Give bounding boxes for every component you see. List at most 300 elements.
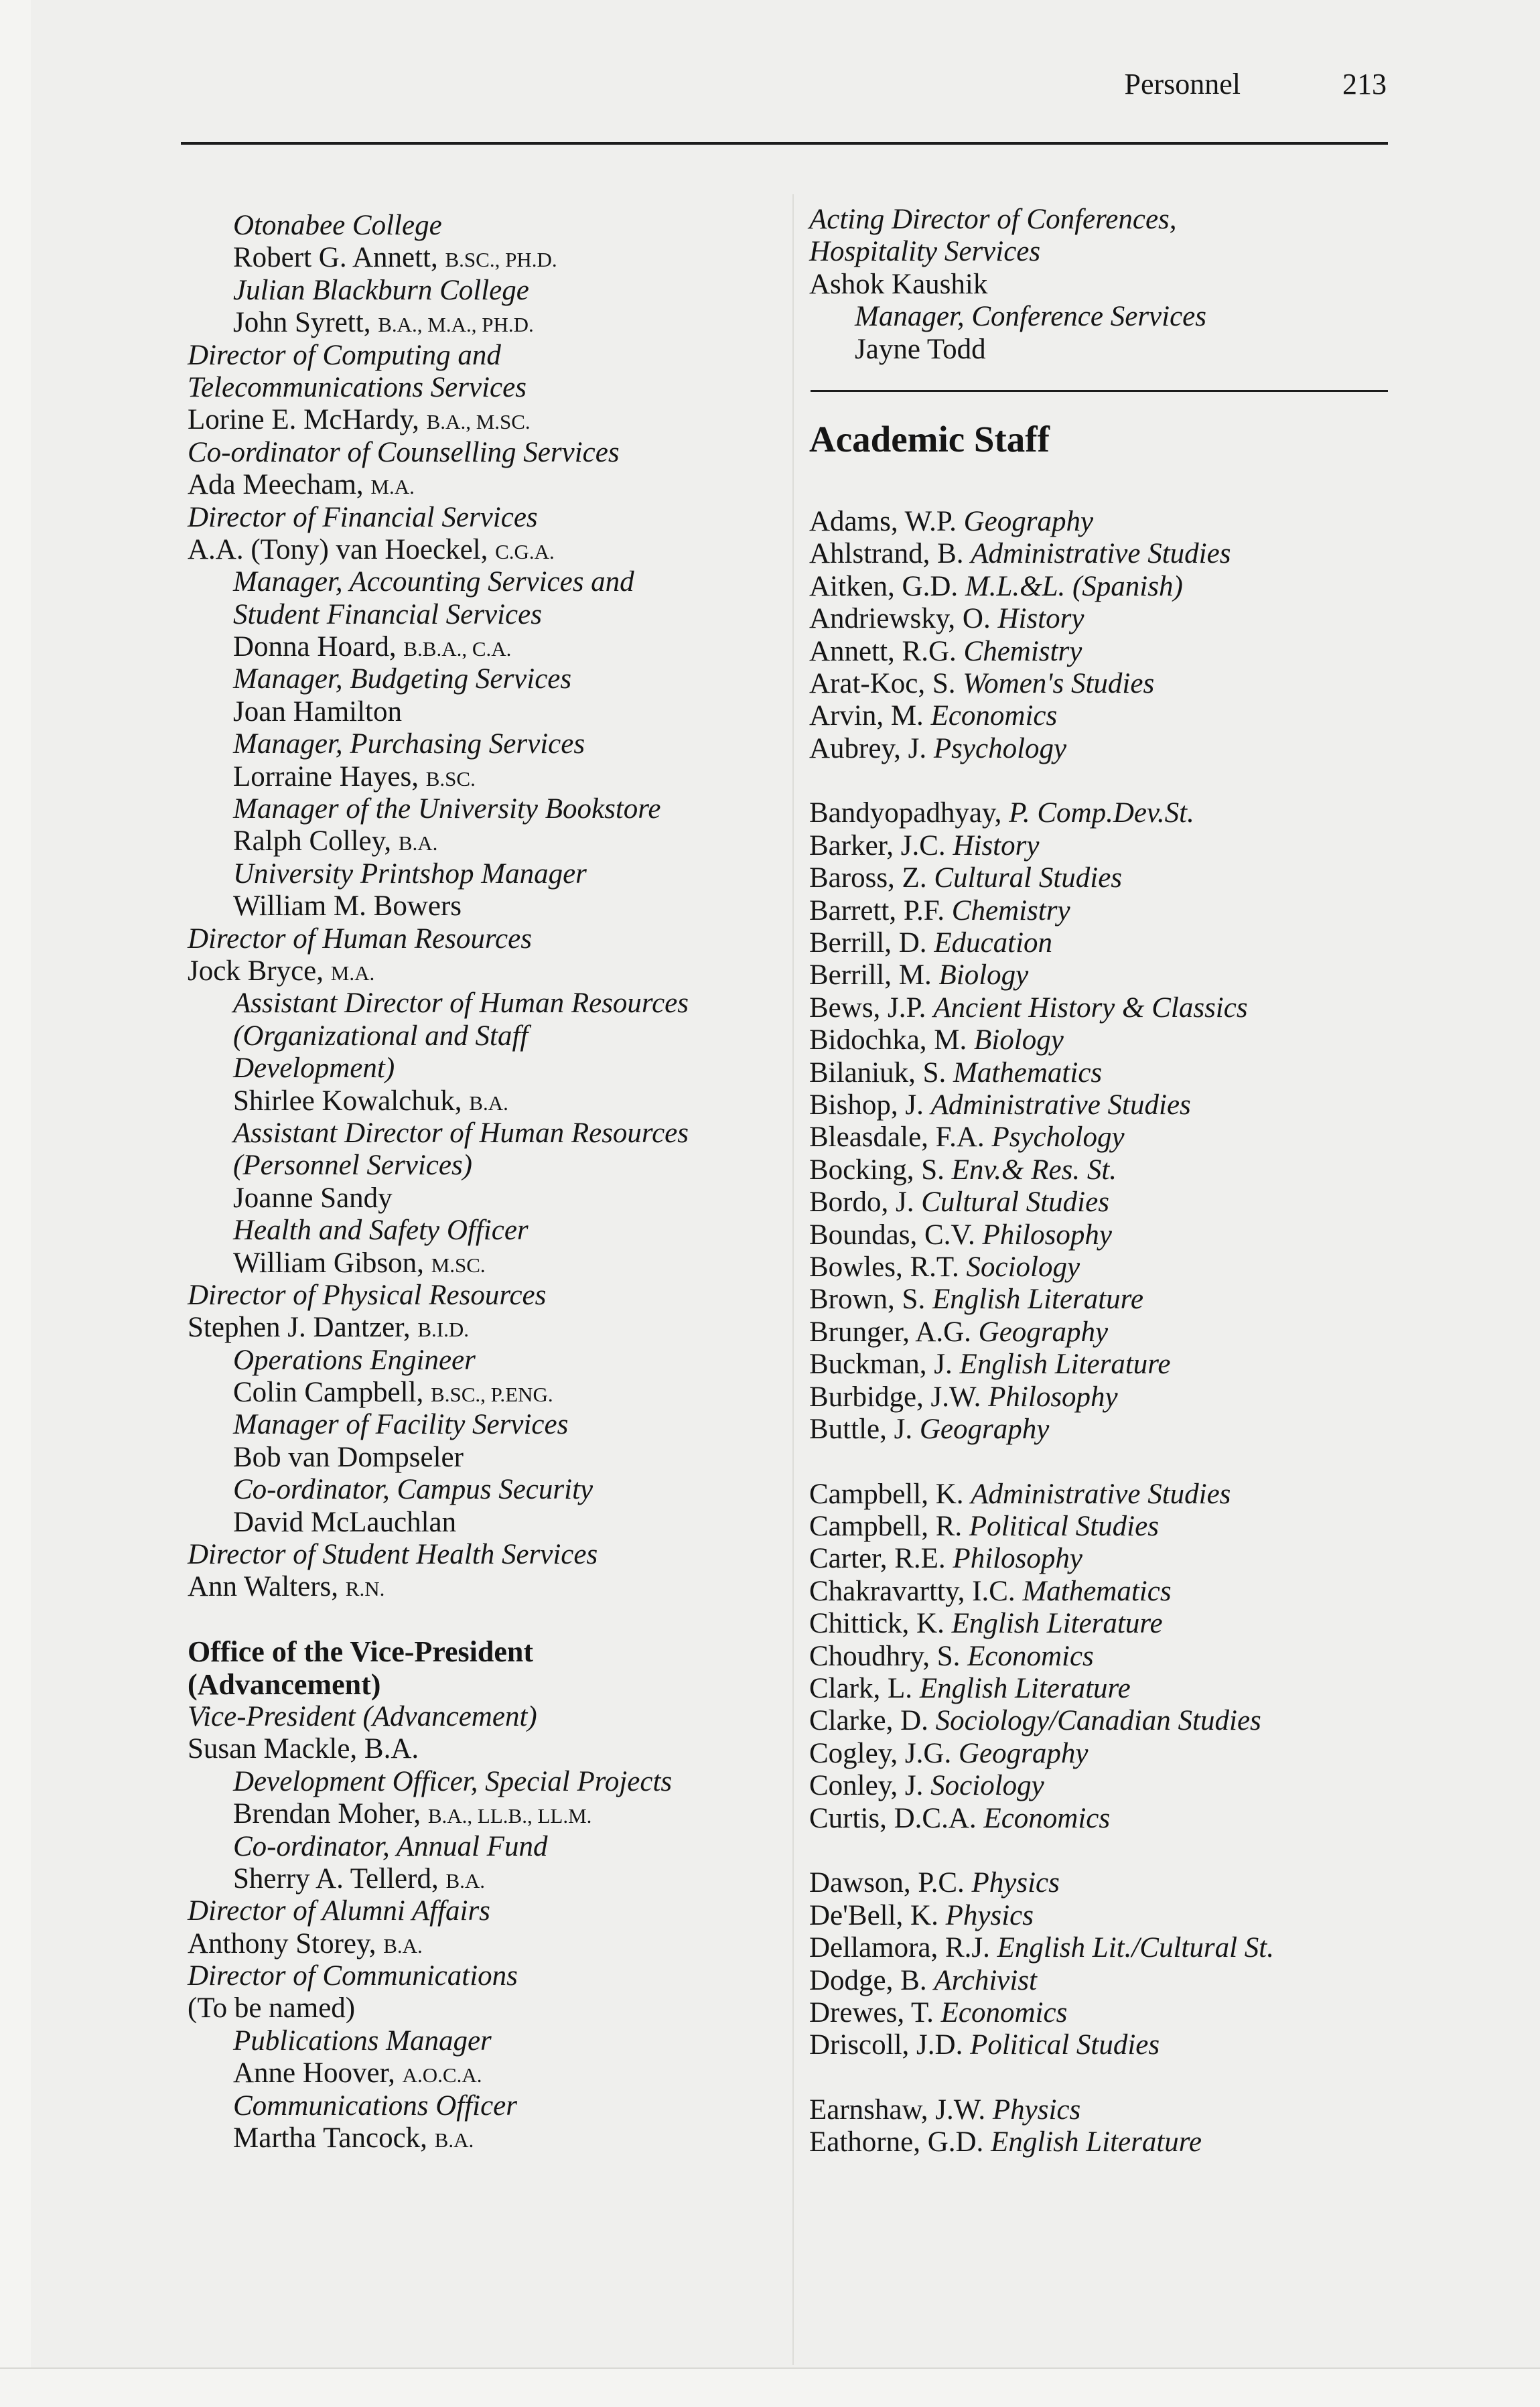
staff-entry bbox=[809, 830, 1399, 862]
entry-text: Development) bbox=[233, 1052, 395, 1085]
position-title bbox=[188, 210, 790, 242]
entry-text: Sherry A. Tellerd, bbox=[233, 1862, 446, 1895]
person-name bbox=[188, 1312, 790, 1344]
entry-text: (Organizational and Staff bbox=[233, 1020, 529, 1052]
entry-text: Jock Bryce, bbox=[188, 955, 331, 987]
staff-name: Barker, J.C. bbox=[809, 829, 953, 862]
person-name bbox=[188, 2057, 790, 2089]
person-name bbox=[188, 890, 790, 922]
page-bottom-margin bbox=[0, 2367, 1540, 2407]
person-name bbox=[188, 404, 790, 436]
staff-name: Choudhry, S. bbox=[809, 1640, 968, 1672]
page-number: 213 bbox=[1342, 68, 1387, 100]
staff-department: Physics bbox=[971, 1867, 1060, 1899]
credentials: B.A., M.SC. bbox=[426, 410, 531, 434]
position-title bbox=[188, 372, 790, 404]
entry-text: Manager, Conference Services bbox=[855, 301, 1206, 333]
entry-text: Otonabee College bbox=[233, 210, 442, 241]
position-title bbox=[809, 301, 1399, 333]
staff-name: Ahlstrand, B. bbox=[809, 538, 971, 570]
entry-text: Office of the Vice-President bbox=[188, 1635, 534, 1669]
entry-text: Assistant Director of Human Resources bbox=[233, 1117, 689, 1149]
entry-text: A.A. (Tony) van Hoeckel, bbox=[188, 533, 496, 565]
position-title bbox=[188, 1701, 790, 1733]
page-header bbox=[181, 67, 1387, 107]
staff-name: Arat-Koc, S. bbox=[809, 667, 963, 699]
person-name bbox=[188, 1798, 790, 1830]
position-title bbox=[188, 1895, 790, 1927]
person-name bbox=[188, 1247, 790, 1280]
staff-entry bbox=[809, 603, 1399, 635]
staff-entry bbox=[809, 862, 1399, 894]
person-name bbox=[809, 334, 1399, 366]
staff-department: Psychology bbox=[991, 1121, 1125, 1154]
position-title bbox=[188, 2025, 790, 2057]
staff-entry bbox=[809, 538, 1399, 570]
staff-department: Philosophy bbox=[953, 1543, 1082, 1575]
entry-text: Director of Alumni Affairs bbox=[188, 1895, 490, 1927]
staff-entry bbox=[809, 1284, 1399, 1316]
position-title bbox=[188, 2090, 790, 2122]
staff-department: Geography bbox=[978, 1316, 1109, 1348]
position-title bbox=[188, 923, 790, 955]
staff-department: Economics bbox=[940, 1996, 1068, 2028]
staff-name: Chittick, K. bbox=[809, 1608, 952, 1640]
staff-name: Brunger, A.G. bbox=[809, 1316, 979, 1348]
staff-department: English Lit./Cultural St. bbox=[997, 1932, 1274, 1964]
entry-text: David McLauchlan bbox=[233, 1506, 457, 1538]
entry-text: Health and Safety Officer bbox=[233, 1215, 529, 1247]
staff-entry bbox=[809, 571, 1399, 603]
staff-entry bbox=[809, 1316, 1399, 1349]
staff-department: Cultural Studies bbox=[921, 1186, 1109, 1219]
staff-entry bbox=[809, 1543, 1399, 1575]
staff-entry bbox=[809, 1089, 1399, 1121]
position-title bbox=[188, 1539, 790, 1571]
header-rule bbox=[181, 142, 1388, 145]
entry-text: William M. Bowers bbox=[233, 890, 462, 922]
staff-entry bbox=[809, 1219, 1399, 1251]
staff-entry bbox=[809, 1705, 1399, 1737]
staff-name: Cogley, J.G. bbox=[809, 1737, 959, 1769]
staff-entry bbox=[809, 2126, 1399, 2158]
staff-department: English Literature bbox=[932, 1284, 1143, 1316]
staff-name: Bilaniuk, S. bbox=[809, 1056, 954, 1089]
staff-name: Andriewsky, O. bbox=[809, 603, 998, 635]
entry-text: Brendan Moher, bbox=[233, 1798, 428, 1830]
entry-text: Anthony Storey, bbox=[188, 1927, 384, 1959]
entry-text: Telecommunications Services bbox=[188, 371, 527, 403]
staff-name: Barrett, P.F. bbox=[809, 894, 952, 926]
staff-department: Geography bbox=[963, 505, 1094, 537]
position-title bbox=[188, 1150, 790, 1182]
position-title bbox=[188, 1831, 790, 1863]
person-name bbox=[188, 2122, 790, 2154]
person-name bbox=[188, 1182, 790, 1215]
position-title bbox=[188, 566, 790, 598]
staff-entry bbox=[809, 1349, 1399, 1381]
staff-name: Baross, Z. bbox=[809, 862, 934, 894]
staff-department: Women's Studies bbox=[963, 667, 1155, 699]
entry-text: Stephen J. Dantzer, bbox=[188, 1312, 418, 1344]
credentials: B.I.D. bbox=[417, 1318, 470, 1342]
entry-text: Manager, Accounting Services and bbox=[233, 566, 634, 598]
staff-name: Curtis, D.C.A. bbox=[809, 1802, 984, 1834]
person-name bbox=[809, 269, 1399, 301]
credentials: B.A., LL.B., LL.M. bbox=[427, 1804, 592, 1828]
staff-entry bbox=[809, 506, 1399, 538]
staff-name: Bordo, J. bbox=[809, 1186, 922, 1219]
position-title bbox=[188, 1474, 790, 1506]
credentials: M.SC. bbox=[431, 1253, 486, 1277]
staff-name: Bidochka, M. bbox=[809, 1024, 975, 1056]
staff-entry bbox=[809, 636, 1399, 668]
credentials: A.O.C.A. bbox=[402, 2063, 482, 2087]
position-title bbox=[188, 987, 790, 1020]
staff-department: Physics bbox=[945, 1899, 1034, 1931]
staff-department: P. Comp.Dev.St. bbox=[1009, 797, 1194, 829]
staff-department: Mathematics bbox=[953, 1056, 1103, 1089]
entry-text: Publications Manager bbox=[233, 2024, 492, 2057]
staff-department: Economics bbox=[967, 1640, 1094, 1672]
position-title bbox=[188, 275, 790, 307]
entry-text: Bob van Dompseler bbox=[233, 1441, 464, 1473]
entry-text: Susan Mackle, B.A. bbox=[188, 1733, 419, 1765]
staff-entry bbox=[809, 1770, 1399, 1802]
entry-text: Co-ordinator of Counselling Services bbox=[188, 436, 620, 468]
position-title bbox=[188, 1960, 790, 1992]
staff-name: Burbidge, J.W. bbox=[809, 1381, 989, 1413]
section-rule bbox=[811, 390, 1388, 392]
position-title bbox=[188, 1052, 790, 1085]
position-title bbox=[809, 204, 1399, 236]
staff-entry bbox=[809, 2029, 1399, 2061]
staff-department: Physics bbox=[992, 2094, 1081, 2126]
position-title bbox=[188, 1020, 790, 1052]
right-column bbox=[809, 204, 1399, 2159]
staff-department: Philosophy bbox=[988, 1381, 1118, 1413]
entry-text: Martha Tancock, bbox=[233, 2122, 435, 2154]
position-title bbox=[188, 1409, 790, 1441]
staff-name: Adams, W.P. bbox=[809, 505, 964, 537]
staff-department: English Literature bbox=[951, 1608, 1163, 1640]
entry-text: Director of Physical Resources bbox=[188, 1279, 547, 1311]
position-title bbox=[188, 1215, 790, 1247]
staff-department: Political Studies bbox=[970, 2029, 1160, 2061]
credentials: B.A. bbox=[469, 1091, 508, 1115]
entry-text: (Advancement) bbox=[188, 1667, 381, 1701]
staff-entry bbox=[809, 1608, 1399, 1640]
entry-text: Manager, Purchasing Services bbox=[233, 728, 585, 760]
staff-entry bbox=[809, 895, 1399, 927]
entry-text: Director of Computing and bbox=[188, 339, 501, 371]
staff-name: Bocking, S. bbox=[809, 1154, 952, 1186]
entry-text: Acting Director of Conferences, bbox=[809, 204, 1177, 235]
staff-entry bbox=[809, 927, 1399, 959]
staff-department: M.L.&L. (Spanish) bbox=[965, 570, 1183, 602]
staff-department: Philosophy bbox=[982, 1219, 1112, 1251]
staff-entry bbox=[809, 1381, 1399, 1414]
staff-department: Biology bbox=[938, 959, 1029, 991]
position-title bbox=[188, 663, 790, 695]
staff-entry bbox=[809, 797, 1399, 829]
person-name bbox=[188, 1863, 790, 1895]
staff-entry bbox=[809, 1965, 1399, 1997]
staff-name: Boundas, C.V. bbox=[809, 1219, 983, 1251]
entry-text: Operations Engineer bbox=[233, 1344, 476, 1376]
academic-staff-heading: Academic Staff bbox=[809, 418, 1050, 460]
entry-text: Joanne Sandy bbox=[233, 1182, 393, 1214]
credentials: M.A. bbox=[370, 475, 415, 499]
staff-department: Chemistry bbox=[963, 635, 1082, 667]
staff-entry bbox=[809, 1186, 1399, 1219]
entry-text: Julian Blackburn College bbox=[233, 274, 529, 306]
staff-entry bbox=[809, 1057, 1399, 1089]
entry-text: Donna Hoard, bbox=[233, 631, 404, 663]
staff-department: Geography bbox=[958, 1737, 1089, 1769]
staff-entry bbox=[809, 1511, 1399, 1543]
staff-entry bbox=[809, 733, 1399, 765]
credentials: B.A. bbox=[445, 1868, 486, 1893]
staff-entry bbox=[809, 1900, 1399, 1932]
staff-entry bbox=[809, 1251, 1399, 1284]
academic-staff-list bbox=[809, 506, 1399, 2159]
staff-entry bbox=[809, 1803, 1399, 1835]
office-heading bbox=[188, 1636, 790, 1668]
staff-department: Geography bbox=[919, 1413, 1050, 1445]
staff-name: Buttle, J. bbox=[809, 1413, 920, 1445]
staff-name: Dawson, P.C. bbox=[809, 1867, 972, 1899]
position-title bbox=[188, 340, 790, 372]
staff-entry bbox=[809, 959, 1399, 991]
entry-text: Ashok Kaushik bbox=[809, 268, 988, 300]
credentials: C.G.A. bbox=[495, 539, 555, 563]
person-name bbox=[188, 1571, 790, 1603]
position-title bbox=[188, 728, 790, 760]
staff-entry bbox=[809, 1024, 1399, 1056]
credentials: B.SC. bbox=[425, 766, 476, 790]
entry-text: Director of Student Health Services bbox=[188, 1539, 598, 1571]
position-title bbox=[188, 793, 790, 825]
staff-name: Bandyopadhyay, bbox=[809, 797, 1009, 829]
staff-department: Education bbox=[934, 927, 1053, 959]
entry-text: (Personnel Services) bbox=[233, 1150, 472, 1182]
staff-department: English Literature bbox=[991, 2126, 1202, 2158]
staff-department: Administrative Studies bbox=[971, 1478, 1231, 1510]
entry-text: Colin Campbell, bbox=[233, 1377, 431, 1409]
entry-text: Student Financial Services bbox=[233, 598, 542, 630]
entry-text: John Syrett, bbox=[233, 307, 378, 339]
credentials: B.A. bbox=[383, 1933, 423, 1957]
person-name bbox=[188, 1992, 790, 2024]
entry-text: Manager, Budgeting Services bbox=[233, 663, 572, 695]
entry-text: Lorraine Hayes, bbox=[233, 760, 426, 793]
staff-name: Berrill, M. bbox=[809, 959, 939, 991]
staff-entry bbox=[809, 1121, 1399, 1154]
staff-name: Campbell, R. bbox=[809, 1511, 969, 1543]
staff-name: Clark, L. bbox=[809, 1673, 920, 1705]
person-name bbox=[188, 242, 790, 274]
spacer bbox=[809, 1835, 1399, 1867]
staff-name: Brown, S. bbox=[809, 1284, 932, 1316]
staff-name: Arvin, M. bbox=[809, 700, 931, 732]
staff-name: Bishop, J. bbox=[809, 1089, 931, 1121]
entry-text: Hospitality Services bbox=[809, 236, 1041, 268]
entry-text: Manager of the University Bookstore bbox=[233, 793, 661, 825]
entry-text: Jayne Todd bbox=[855, 333, 986, 365]
person-name bbox=[188, 761, 790, 793]
staff-entry bbox=[809, 1154, 1399, 1186]
person-name bbox=[188, 469, 790, 501]
spacer bbox=[188, 1604, 790, 1636]
staff-department: Sociology bbox=[930, 1770, 1044, 1802]
staff-name: Annett, R.G. bbox=[809, 635, 964, 667]
staff-entry bbox=[809, 700, 1399, 732]
staff-name: Eathorne, G.D. bbox=[809, 2126, 991, 2158]
staff-entry bbox=[809, 1673, 1399, 1705]
staff-name: Conley, J. bbox=[809, 1770, 931, 1802]
staff-department: Ancient History & Classics bbox=[933, 991, 1248, 1024]
staff-name: Berrill, D. bbox=[809, 927, 934, 959]
position-title bbox=[188, 437, 790, 469]
entry-text: Ralph Colley, bbox=[233, 825, 399, 857]
position-title bbox=[188, 858, 790, 890]
entry-text: Joan Hamilton bbox=[233, 695, 402, 728]
column-divider bbox=[792, 194, 794, 2365]
staff-department: Biology bbox=[974, 1024, 1064, 1056]
staff-name: Chakravartty, I.C. bbox=[809, 1575, 1023, 1607]
staff-department: History bbox=[953, 829, 1040, 862]
staff-department: Political Studies bbox=[969, 1511, 1159, 1543]
staff-department: Administrative Studies bbox=[971, 538, 1231, 570]
staff-name: Carter, R.E. bbox=[809, 1543, 953, 1575]
person-name bbox=[188, 1733, 790, 1765]
spacer bbox=[809, 1446, 1399, 1478]
credentials: B.SC., P.ENG. bbox=[431, 1383, 553, 1407]
person-name bbox=[188, 1085, 790, 1117]
entry-text: Anne Hoover, bbox=[233, 2057, 403, 2089]
entry-text: William Gibson, bbox=[233, 1247, 431, 1279]
person-name bbox=[188, 825, 790, 857]
entry-text: Co-ordinator, Annual Fund bbox=[233, 1830, 548, 1862]
staff-department: Economics bbox=[983, 1802, 1111, 1834]
staff-department: English Literature bbox=[919, 1673, 1131, 1705]
entry-text: Ann Walters, bbox=[188, 1571, 346, 1603]
position-title bbox=[188, 1766, 790, 1798]
staff-department: Psychology bbox=[933, 732, 1067, 764]
entry-text: University Printshop Manager bbox=[233, 857, 587, 890]
person-name bbox=[188, 631, 790, 663]
credentials: B.A. bbox=[398, 831, 438, 855]
entry-text: Development Officer, Special Projects bbox=[233, 1765, 673, 1797]
staff-department: Chemistry bbox=[951, 894, 1070, 926]
staff-entry bbox=[809, 1867, 1399, 1899]
staff-entry bbox=[809, 1414, 1399, 1446]
staff-name: Buckman, J. bbox=[809, 1349, 960, 1381]
staff-name: Aubrey, J. bbox=[809, 732, 934, 764]
person-name bbox=[188, 534, 790, 566]
person-name bbox=[188, 1377, 790, 1409]
entry-text: Communications Officer bbox=[233, 2089, 517, 2122]
person-name bbox=[188, 307, 790, 339]
staff-department: English Literature bbox=[959, 1349, 1171, 1381]
staff-department: Sociology/Canadian Studies bbox=[935, 1705, 1261, 1737]
left-column bbox=[188, 210, 790, 2154]
staff-entry bbox=[809, 1997, 1399, 2029]
position-title bbox=[188, 1117, 790, 1150]
staff-entry bbox=[809, 1932, 1399, 1964]
staff-entry bbox=[809, 1478, 1399, 1511]
entry-text: Director of Communications bbox=[188, 1960, 518, 1992]
person-name bbox=[188, 1507, 790, 1539]
staff-department: History bbox=[997, 603, 1084, 635]
staff-department: Economics bbox=[930, 700, 1058, 732]
entry-text: Director of Financial Services bbox=[188, 501, 538, 533]
staff-name: Dellamora, R.J. bbox=[809, 1932, 997, 1964]
entry-text: Assistant Director of Human Resources bbox=[233, 987, 689, 1020]
position-title bbox=[188, 1345, 790, 1377]
staff-name: Campbell, K. bbox=[809, 1478, 971, 1510]
credentials: B.A. bbox=[434, 2128, 474, 2152]
entry-text: Ada Meecham, bbox=[188, 469, 371, 501]
entry-text: Shirlee Kowalchuk, bbox=[233, 1085, 470, 1117]
entry-text: (To be named) bbox=[188, 1992, 356, 2024]
credentials: B.SC., PH.D. bbox=[445, 248, 557, 272]
page-margin bbox=[0, 0, 31, 2406]
staff-name: Drewes, T. bbox=[809, 1996, 941, 2028]
position-title bbox=[188, 1280, 790, 1312]
staff-entry bbox=[809, 1576, 1399, 1608]
entry-text: Robert G. Annett, bbox=[233, 242, 445, 274]
staff-department: Archivist bbox=[934, 1964, 1037, 1996]
staff-entry bbox=[809, 1738, 1399, 1770]
entry-text: Manager of Facility Services bbox=[233, 1409, 569, 1441]
staff-name: Dodge, B. bbox=[809, 1964, 934, 1996]
spacer bbox=[809, 2062, 1399, 2094]
person-name bbox=[188, 1928, 790, 1960]
staff-department: Cultural Studies bbox=[934, 862, 1123, 894]
staff-name: Bowles, R.T. bbox=[809, 1251, 967, 1283]
entry-text: Lorine E. McHardy, bbox=[188, 404, 427, 436]
staff-department: Administrative Studies bbox=[930, 1089, 1191, 1121]
staff-name: Driscoll, J.D. bbox=[809, 2029, 971, 2061]
person-name bbox=[188, 955, 790, 987]
staff-entry bbox=[809, 2094, 1399, 2126]
credentials: B.B.A., C.A. bbox=[403, 637, 512, 661]
office-heading bbox=[188, 1669, 790, 1701]
entry-text: Director of Human Resources bbox=[188, 922, 532, 955]
spacer bbox=[809, 765, 1399, 797]
staff-entry bbox=[809, 1641, 1399, 1673]
person-name bbox=[188, 1442, 790, 1474]
credentials: B.A., M.A., PH.D. bbox=[378, 313, 534, 337]
staff-name: De'Bell, K. bbox=[809, 1899, 946, 1931]
position-title bbox=[809, 236, 1399, 268]
staff-department: Mathematics bbox=[1022, 1575, 1172, 1607]
staff-name: Bleasdale, F.A. bbox=[809, 1121, 992, 1154]
staff-department: Env.& Res. St. bbox=[951, 1154, 1117, 1186]
section-title: Personnel bbox=[1124, 68, 1241, 100]
credentials: M.A. bbox=[330, 961, 375, 985]
position-title bbox=[188, 599, 790, 631]
staff-entry bbox=[809, 992, 1399, 1024]
credentials: R.N. bbox=[345, 1577, 385, 1601]
entry-text: Vice-President (Advancement) bbox=[188, 1700, 537, 1732]
entry-text: Co-ordinator, Campus Security bbox=[233, 1474, 593, 1506]
position-title bbox=[188, 502, 790, 534]
staff-name: Bews, J.P. bbox=[809, 991, 934, 1024]
conference-services-block bbox=[809, 204, 1399, 366]
